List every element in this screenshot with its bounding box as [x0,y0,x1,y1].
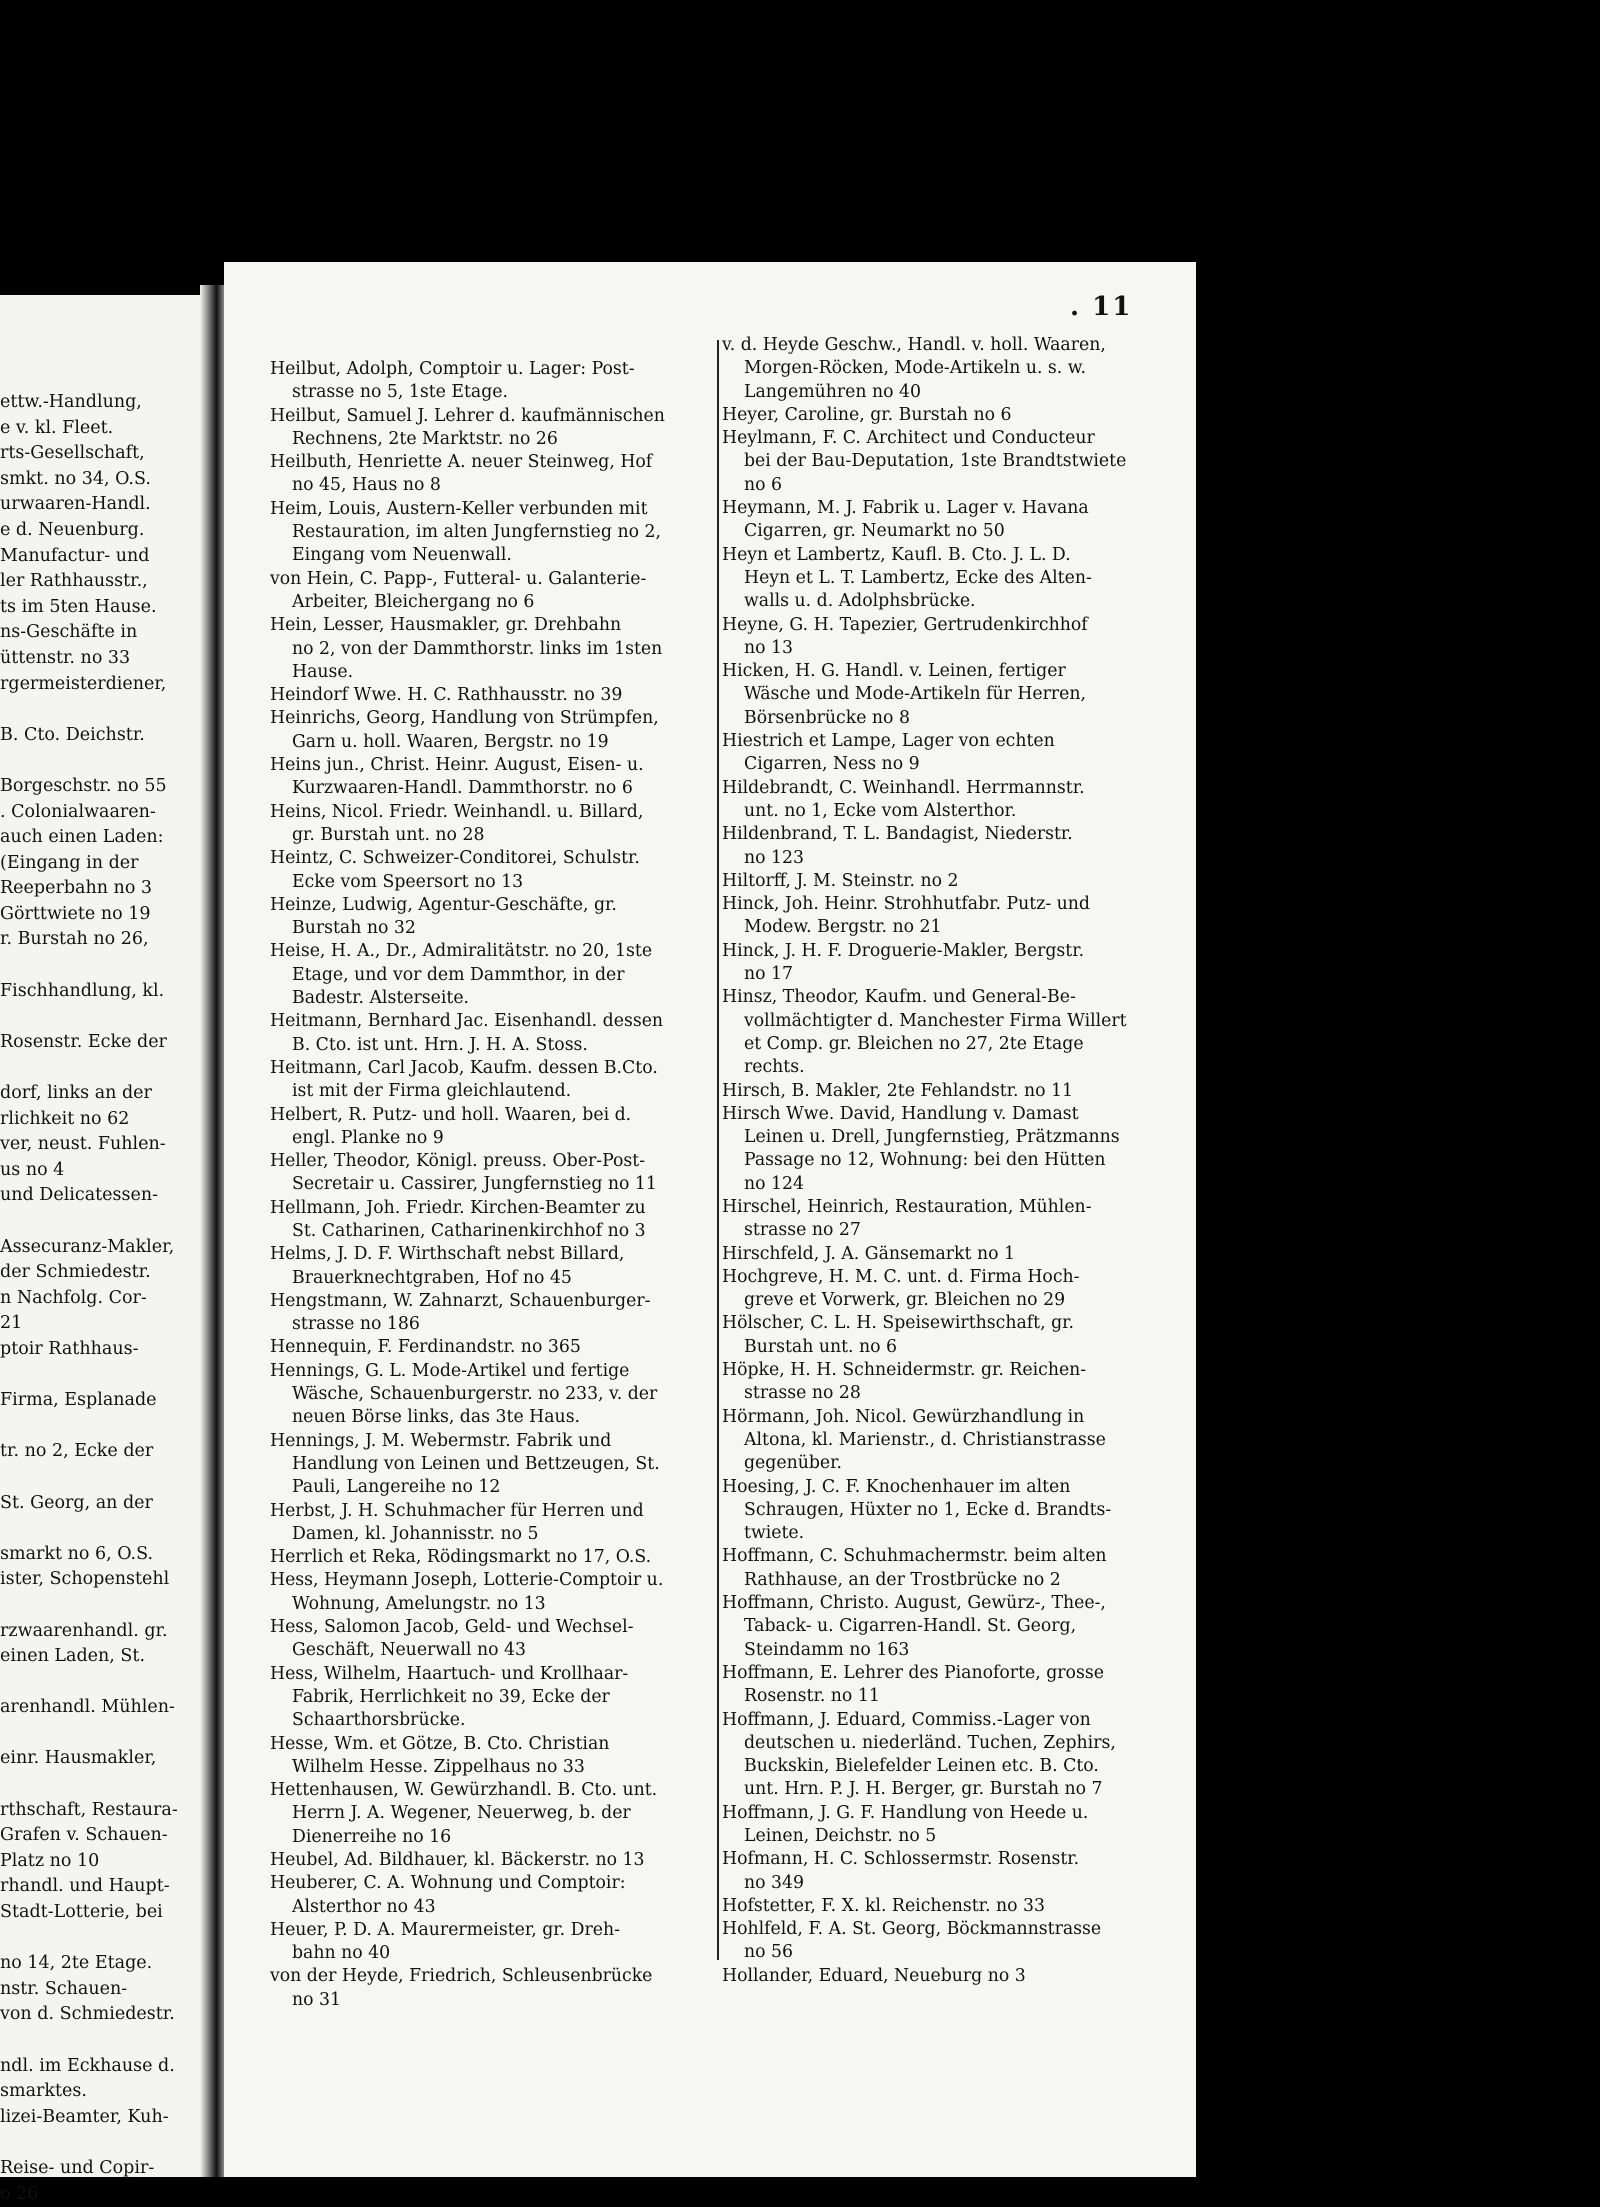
directory-entry [722,1802,1174,1849]
entry-line-first: Heuer, P. D. A. Maurermeister, gr. Dreh- [270,1919,620,1940]
entry-line-continued: Leinen u. Drell, Jungfernstieg, Prätzmanns [744,1127,1120,1148]
left-fragment-line: ettw.-Handlung, [0,392,142,412]
left-fragment-line [0,1055,206,1081]
entry-line-first: Hoesing, J. C. F. Knochenhauer im alten [722,1476,1071,1497]
left-fragment-line: und Delicatessen- [0,1185,159,1206]
entry-line-first: Hölscher, C. L. H. Speisewirthschaft, gr. [722,1313,1074,1334]
directory-entry [270,1104,718,1151]
entry-line-first: Hettenhausen, W. Gewürzhandl. B. Cto. unt. [270,1780,658,1801]
directory-entry [722,404,1174,427]
column-divider [717,340,719,1960]
directory-entry [722,1080,1174,1103]
directory-entry [270,498,718,568]
left-fragment-line: Platz no 10 [0,1850,100,1871]
entry-line-continued: no 124 [744,1173,805,1194]
directory-entry [270,1360,718,1430]
entry-line-first: Hinsz, Theodor, Kaufm. und General-Be- [722,987,1076,1008]
left-fragment-line [0,1465,206,1491]
left-fragment-line: rts-Gesellschaft, [0,443,145,464]
entry-line-continued: Cigarren, Ness no 9 [744,754,920,775]
entry-line-first: Hennings, J. M. Webermstr. Fabrik und [270,1430,612,1451]
entry-line-first: Hörmann, Joh. Nicol. Gewürzhandlung in [722,1406,1085,1427]
entry-line-first: Hoffmann, C. Schuhmachermstr. beim alten [722,1546,1107,1567]
entry-line-continued: et Comp. gr. Bleichen no 27, 2te Etage [744,1033,1084,1054]
left-fragment-line: ns-Geschäfte in [0,622,138,643]
entry-line-first: Hiltorff, J. M. Steinstr. no 2 [722,870,959,891]
left-fragment-line: St. Georg, an der [0,1492,153,1513]
left-page-text [0,390,206,2207]
entry-line-first: Hein, Lesser, Hausmakler, gr. Drehbahn [270,615,622,636]
entry-line-first: Heilbut, Samuel J. Lehrer d. kaufmännischen [270,405,665,426]
directory-entry [722,1662,1174,1709]
entry-line-first: Hess, Heymann Joseph, Lotterie-Comptoir u. [270,1570,664,1591]
left-fragment-line: Firma, Esplanade [0,1390,157,1411]
directory-entry [270,568,718,615]
entry-line-first: Heyne, G. H. Tapezier, Gertrudenkirchhof [722,614,1088,635]
entry-line-first: Hinck, Joh. Heinr. Strohhutfabr. Putz- und [722,894,1090,915]
left-fragment-line: e v. kl. Fleet. [0,417,114,438]
left-fragment-line [0,748,206,774]
entry-line-continued: no 56 [744,1942,794,1963]
entry-line-continued: deutschen u. niederländ. Tuchen, Zephirs, [744,1732,1116,1753]
entry-line-continued: no 13 [744,637,794,658]
entry-line-continued: strasse no 186 [292,1314,420,1335]
left-fragment-line: Borgeschstr. no 55 [0,775,167,796]
left-fragment-line [0,953,206,979]
entry-line-continued: Buckskin, Bielefelder Leinen etc. B. Cto. [744,1756,1099,1777]
entry-line-first: Hohlfeld, F. A. St. Georg, Böckmannstrasse [722,1919,1102,1940]
left-fragment-line [0,1209,206,1235]
entry-line-first: Hollander, Eduard, Neueburg no 3 [722,1965,1026,1986]
directory-entry [270,1779,718,1849]
left-fragment-line: Assecuranz-Makler, [0,1236,175,1257]
directory-entry [270,1569,718,1616]
entry-line-first: Hochgreve, H. M. C. unt. d. Firma Hoch- [722,1266,1080,1287]
entry-line-continued: St. Catharinen, Catharinenkirchhof no 3 [292,1220,646,1241]
entry-line-continued: Wäsche, Schauenburgerstr. no 233, v. der [292,1384,658,1405]
entry-line-first: Herrlich et Reka, Rödingsmarkt no 17, O.S. [270,1547,652,1568]
directory-entry [722,1848,1174,1895]
entry-line-continued: Cigarren, gr. Neumarkt no 50 [744,521,1005,542]
directory-entry [722,986,1174,1079]
entry-line-continued: Damen, kl. Johannisstr. no 5 [292,1523,539,1544]
left-fragment-line: Manufactur- und [0,545,150,566]
directory-entry [270,1057,718,1104]
entry-line-first: Helbert, R. Putz- und holl. Waaren, bei d. [270,1104,632,1125]
entry-line-continued: strasse no 27 [744,1220,861,1241]
directory-entry [270,801,718,848]
left-fragment-line: nstr. Schauen- [0,1978,128,1999]
left-fragment-line: rgermeisterdiener, [0,673,167,694]
left-fragment-line: tr. no 2, Ecke der [0,1441,154,1462]
entry-line-continued: Heyn et L. T. Lambertz, Ecke des Alten- [744,567,1092,588]
left-fragment-line: dorf, links an der [0,1083,152,1104]
entry-line-first: Hengstmann, W. Zahnarzt, Schauenburger- [270,1290,651,1311]
entry-line-continued: no 349 [744,1872,805,1893]
left-fragment-line: urwaaren-Handl. [0,494,151,515]
entry-line-continued: Leinen, Deichstr. no 5 [744,1826,937,1846]
entry-line-continued: Modew. Bergstr. no 21 [744,917,942,938]
left-fragment-line: no 14, 2te Etage. [0,1953,153,1974]
entry-line-first: Hirsch, B. Makler, 2te Fehlandstr. no 11 [722,1080,1074,1101]
left-fragment-line: r. Burstah no 26, [0,929,149,950]
directory-entry [270,754,718,801]
left-fragment-line [0,1926,206,1952]
left-fragment-line: auch einen Laden: [0,827,164,848]
entry-line-continued: no 6 [744,474,783,495]
directory-entry [722,1406,1174,1476]
directory-entry [722,730,1174,777]
left-fragment-line [0,1772,206,1798]
left-fragment-line [0,1516,206,1542]
directory-entry [722,544,1174,614]
left-fragment-line: einen Laden, St. [0,1646,146,1667]
entry-line-continued: Etage, und vor dem Dammthor, in der [292,964,625,985]
entry-line-continued: Geschäft, Neuerwall no 43 [292,1640,526,1661]
directory-entry [270,1919,718,1966]
left-fragment-line: rhandl. und Haupt- [0,1876,170,1897]
entry-line-first: Heins, Nicol. Friedr. Weinhandl. u. Billard, [270,801,644,822]
entry-line-continued: gr. Burstah unt. no 28 [292,824,485,845]
left-fragment-line: rthschaft, Restaura- [0,1799,178,1820]
directory-entry [722,870,1174,893]
entry-line-first: Hinck, J. H. F. Droguerie-Makler, Bergstr. [722,940,1085,961]
entry-line-first: Hirsch Wwe. David, Handlung v. Damast [722,1103,1079,1124]
entry-line-first: Hellmann, Joh. Friedr. Kirchen-Beamter zu [270,1197,646,1218]
entry-line-continued: Burstah unt. no 6 [744,1336,898,1357]
entry-line-continued: Langemühren no 40 [744,381,921,402]
directory-entry [270,1500,718,1547]
left-fragment-line: Fischhandlung, kl. [0,980,165,1001]
entry-line-continued: B. Cto. ist unt. Hrn. J. H. A. Stoss. [292,1034,588,1055]
directory-entry [722,497,1174,544]
left-fragment-line: Reise- und Copir- [0,2157,155,2178]
directory-entry [270,1872,718,1919]
left-fragment-line: lizei-Beamter, Kuh- [0,2106,169,2127]
entry-line-first: Heise, H. A., Dr., Admiralitätstr. no 20, 1ste [270,941,653,962]
directory-entry [270,405,718,452]
left-fragment-line [0,2028,206,2054]
entry-line-first: Höpke, H. H. Schneidermstr. gr. Reichen- [722,1360,1087,1381]
entry-line-continued: neuen Börse links, das 3te Haus. [292,1407,581,1428]
entry-line-continued: walls u. d. Adolphsbrücke. [744,591,976,612]
entry-line-first: Heuberer, C. A. Wohnung und Comptoir: [270,1873,626,1894]
directory-entry [270,1197,718,1244]
left-fragment-line [0,2130,206,2156]
left-fragment-line: von d. Schmiedestr. [0,2004,175,2025]
directory-entry [722,660,1174,730]
left-fragment-line: rlichkeit no 62 [0,1108,130,1129]
entry-line-first: Heymann, M. J. Fabrik u. Lager v. Havana [722,498,1089,519]
directory-entry [722,1196,1174,1243]
entry-line-first: Heins jun., Christ. Heinr. August, Eisen- u. [270,755,644,776]
left-fragment-line [0,1670,206,1696]
directory-entry [270,451,718,498]
entry-line-continued: no 123 [744,847,805,868]
directory-column-right [722,334,1174,1988]
entry-line-continued: greve et Vorwerk, gr. Bleichen no 29 [744,1290,1066,1311]
entry-line-first: Heyn et Lambertz, Kaufl. B. Cto. J. L. D. [722,544,1071,565]
left-fragment-line: Grafen v. Schauen- [0,1825,168,1846]
directory-entry [270,1546,718,1569]
left-fragment-line [0,1363,206,1389]
entry-line-continued: Kurzwaaren-Handl. Dammthorstr. no 6 [292,778,633,799]
entry-line-first: Heinrichs, Georg, Handlung von Strümpfen, [270,708,659,729]
left-fragment-line: ver, neust. Fuhlen- [0,1134,166,1155]
entry-line-continued: Schaarthorsbrücke. [292,1710,466,1731]
left-fragment-line: B. Cto. Deichstr. [0,724,145,745]
entry-line-first: Hess, Wilhelm, Haartuch- und Krollhaar- [270,1663,629,1684]
entry-line-first: Hildebrandt, C. Weinhandl. Herrmannstr. [722,777,1085,798]
directory-entry [270,707,718,754]
entry-line-continued: Eingang vom Neuenwall. [292,545,512,566]
entry-line-first: von Hein, C. Papp-, Futteral- u. Galanterie- [270,568,647,589]
entry-line-continued: no 45, Haus no 8 [292,475,441,496]
entry-line-continued: rechts. [744,1057,805,1078]
entry-line-continued: Badestr. Alsterseite. [292,988,470,1009]
left-fragment-line [0,1414,206,1440]
entry-line-first: Hennequin, F. Ferdinandstr. no 365 [270,1337,581,1358]
entry-line-continued: Ecke vom Speersort no 13 [292,871,524,892]
directory-entry [722,1266,1174,1313]
left-fragment-line: der Schmiedestr. [0,1262,151,1283]
directory-entry [722,1312,1174,1359]
left-fragment-line: einr. Hausmakler, [0,1748,157,1769]
directory-entry [722,893,1174,940]
left-fragment-line: us no 4 [0,1159,65,1180]
directory-entry [270,940,718,1010]
entry-line-first: Herbst, J. H. Schuhmacher für Herren und [270,1500,644,1521]
entry-line-first: Heubel, Ad. Bildhauer, kl. Bäckerstr. no 13 [270,1850,645,1870]
entry-line-continued: ist mit der Firma gleichlautend. [292,1081,572,1102]
entry-line-continued: Passage no 12, Wohnung: bei den Hütten [744,1150,1106,1171]
directory-entry [722,1709,1174,1802]
entry-line-first: von der Heyde, Friedrich, Schleusenbrücke [270,1966,653,1987]
entry-line-first: Hoffmann, Christo. August, Gewürz-, Thee-, [722,1593,1106,1614]
entry-line-continued: unt. Hrn. P. J. H. Berger, gr. Burstah no 7 [744,1779,1103,1800]
left-fragment-line: rzwaarenhandl. gr. [0,1620,168,1641]
entry-line-first: Hess, Salomon Jacob, Geld- und Wechsel- [270,1617,634,1638]
entry-line-continued: Steindamm no 163 [744,1639,910,1660]
directory-entry [270,614,718,684]
entry-line-first: Hofmann, H. C. Schlossermstr. Rosenstr. [722,1849,1080,1870]
entry-line-first: Heller, Theodor, Königl. preuss. Ober-Post- [270,1151,646,1172]
left-fragment-line: ister, Schopenstehl [0,1569,170,1590]
entry-line-first: Heilbut, Adolph, Comptoir u. Lager: Post- [270,359,635,379]
entry-line-continued: Brauerknechtgraben, Hof no 45 [292,1267,572,1288]
background-margin [1196,262,1600,2177]
directory-entry [270,1616,718,1663]
entry-line-first: Hoffmann, J. G. F. Handlung von Heede u. [722,1802,1089,1823]
entry-line-first: Hiestrich et Lampe, Lager von echten [722,731,1055,752]
page-number: . 11 [1070,292,1133,322]
left-fragment-line: (Eingang in der [0,852,139,873]
entry-line-continued: Rosenstr. no 11 [744,1686,880,1707]
left-fragment-line [0,697,206,723]
directory-entry [270,1733,718,1780]
entry-line-first: Hirschel, Heinrich, Restauration, Mühlen- [722,1196,1092,1217]
entry-line-continued: unt. no 1, Ecke vom Alsterthor. [744,800,1017,821]
entry-line-first: Hoffmann, J. Eduard, Commiss.-Lager von [722,1709,1091,1730]
directory-entry [722,1592,1174,1662]
entry-line-continued: engl. Planke no 9 [292,1127,444,1148]
directory-column-left [270,358,718,2012]
entry-line-continued: twiete. [744,1523,805,1544]
directory-entry [722,777,1174,824]
left-fragment-line: Rosenstr. Ecke der [0,1031,167,1052]
entry-line-first: Heinze, Ludwig, Agentur-Geschäfte, gr. [270,894,617,915]
entry-line-continued: Garn u. holl. Waaren, Bergstr. no 19 [292,731,609,752]
entry-line-first: Heindorf Wwe. H. C. Rathhausstr. no 39 [270,685,623,706]
directory-entry [270,1336,718,1359]
directory-entry [722,427,1174,497]
entry-line-continued: Taback- u. Cigarren-Handl. St. Georg, [744,1616,1077,1637]
left-fragment-line: smarktes. [0,2081,87,2102]
directory-entry [722,1359,1174,1406]
entry-line-continued: Alsterthor no 43 [292,1896,436,1917]
entry-line-continued: Schraugen, Hüxter no 1, Ecke d. Brandts- [744,1499,1112,1520]
directory-entry [270,894,718,941]
directory-entry [270,358,718,405]
directory-entry [722,1476,1174,1546]
directory-entry [722,614,1174,661]
directory-entry [722,1545,1174,1592]
directory-entry [722,1918,1174,1965]
directory-entry [270,847,718,894]
entry-line-first: Heyer, Caroline, gr. Burstah no 6 [722,404,1012,425]
entry-line-continued: Börsenbrücke no 8 [744,707,910,728]
entry-line-continued: Fabrik, Herrlichkeit no 39, Ecke der [292,1686,610,1707]
entry-line-continued: Secretair u. Cassirer, Jungfernstieg no 11 [292,1174,657,1195]
entry-line-first: Hofstetter, F. X. kl. Reichenstr. no 33 [722,1895,1046,1916]
entry-line-continued: Herrn J. A. Wegener, Neuerweg, b. der [292,1803,631,1824]
entry-line-continued: Altona, kl. Marienstr., d. Christianstrasse [744,1429,1106,1450]
entry-line-continued: Pauli, Langereihe no 12 [292,1477,501,1498]
directory-entry [270,1150,718,1197]
directory-entry [722,823,1174,870]
left-fragment-line: ts im 5ten Hause. [0,596,157,617]
directory-entry [270,684,718,707]
entry-line-continued: gegenüber. [744,1453,842,1474]
entry-line-continued: Burstah no 32 [292,918,416,939]
entry-line-continued: Handlung von Leinen und Bettzeugen, St. [292,1453,660,1474]
entry-line-continued: no 17 [744,964,794,985]
entry-line-continued: Wohnung, Amelungstr. no 13 [292,1593,546,1614]
entry-line-continued: Dienerreihe no 16 [292,1826,452,1847]
directory-entry [270,1965,718,2012]
directory-entry [270,1663,718,1733]
entry-line-continued: Rechnens, 2te Marktstr. no 26 [292,428,558,449]
left-fragment-line: n Nachfolg. Cor- [0,1287,147,1308]
entry-line-continued: no 31 [292,1989,342,2010]
entry-line-continued: vollmächtigter d. Manchester Firma Willert [744,1010,1127,1031]
directory-entry [722,940,1174,987]
left-fragment-line: . Colonialwaaren- [0,801,156,822]
left-fragment-line: ndl. im Eckhause d. [0,2055,175,2076]
directory-entry [270,1010,718,1057]
entry-line-first: Hennings, G. L. Mode-Artikel und fertige [270,1360,630,1381]
directory-entry [270,1430,718,1500]
entry-line-continued: bahn no 40 [292,1943,391,1964]
entry-line-first: Heim, Louis, Austern-Keller verbunden mit [270,498,648,519]
entry-line-continued: Restauration, im alten Jungfernstieg no 2, [292,522,661,543]
left-fragment-line [0,1004,206,1030]
entry-line-continued: Wilhelm Hesse. Zippelhaus no 33 [292,1756,585,1777]
left-fragment-line: 21 [0,1313,23,1334]
left-fragment-line: o 26 [0,2183,39,2204]
left-fragment-line: Görttwiete no 19 [0,903,151,924]
left-fragment-line: ler Rathhausstr., [0,571,148,592]
entry-line-first: Hildenbrand, T. L. Bandagist, Niederstr. [722,824,1073,845]
directory-entry [722,1103,1174,1196]
entry-line-continued: Wäsche und Mode-Artikeln für Herren, [744,684,1087,705]
left-fragment-line: smkt. no 34, O.S. [0,468,151,489]
entry-line-continued: Rathhause, an der Trostbrücke no 2 [744,1569,1061,1590]
entry-line-first: Heitmann, Bernhard Jac. Eisenhandl. dessen [270,1011,664,1032]
entry-line-first: Heitmann, Carl Jacob, Kaufm. dessen B.Cto. [270,1057,658,1078]
entry-line-continued: no 2, von der Dammthorstr. links im 1sten [292,638,663,659]
entry-line-continued: Morgen-Röcken, Mode-Artikeln u. s. w. [744,358,1087,379]
entry-line-continued: bei der Bau-Deputation, 1ste Brandtstwiete [744,451,1127,472]
entry-line-first: Hirschfeld, J. A. Gänsemarkt no 1 [722,1243,1015,1264]
entry-line-first: v. d. Heyde Geschw., Handl. v. holl. Waaren, [722,335,1106,355]
entry-line-first: Hesse, Wm. et Götze, B. Cto. Christian [270,1733,610,1754]
directory-entry [722,334,1174,404]
directory-entry [270,1849,718,1872]
left-fragment-line: Stadt-Lotterie, bei [0,1902,163,1923]
left-fragment-line [0,1721,206,1747]
entry-line-continued: strasse no 5, 1ste Etage. [292,382,509,403]
directory-entry [270,1243,718,1290]
entry-line-first: Heintz, C. Schweizer-Conditorei, Schulstr. [270,848,640,869]
directory-entry [270,1290,718,1337]
left-fragment-line: smarkt no 6, O.S. [0,1543,154,1564]
left-fragment-line [0,1593,206,1619]
entry-line-continued: Arbeiter, Bleichergang no 6 [292,591,535,612]
left-fragment-line: Reeperbahn no 3 [0,878,153,899]
entry-line-continued: Hause. [292,661,354,682]
directory-entry [722,1965,1174,1988]
entry-line-first: Heylmann, F. C. Architect und Conducteur [722,428,1095,449]
entry-line-first: Heilbuth, Henriette A. neuer Steinweg, Hof [270,452,653,473]
directory-entry [722,1895,1174,1918]
left-fragment-line: arenhandl. Mühlen- [0,1697,175,1718]
left-fragment-line: ptoir Rathhaus- [0,1338,139,1359]
entry-line-continued: strasse no 28 [744,1383,861,1404]
left-fragment-line: e d. Neuenburg. [0,519,145,540]
directory-entry [722,1243,1174,1266]
left-page-fragment [0,295,212,2204]
left-fragment-line: üttenstr. no 33 [0,647,131,668]
entry-line-first: Helms, J. D. F. Wirthschaft nebst Billard, [270,1244,625,1265]
entry-line-first: Hicken, H. G. Handl. v. Leinen, fertiger [722,661,1066,682]
entry-line-first: Hoffmann, E. Lehrer des Pianoforte, grosse [722,1662,1104,1683]
